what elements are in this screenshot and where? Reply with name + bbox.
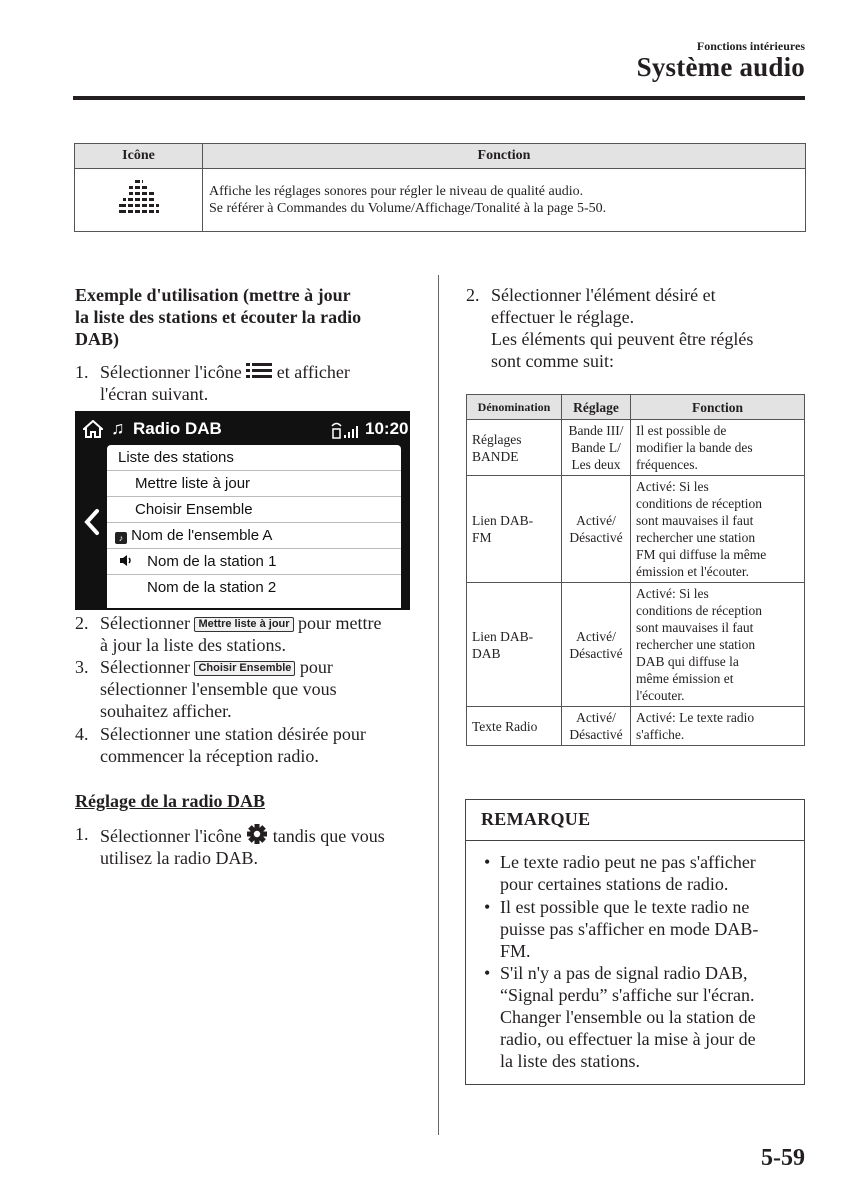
step-number: 4.	[75, 724, 89, 744]
choose-ensemble-button: Choisir Ensemble	[194, 661, 295, 676]
cell-name: Texte Radio	[467, 707, 562, 746]
example-heading-line3: DAB)	[75, 329, 119, 349]
list-icon	[246, 362, 272, 380]
remarque-bullet-3: • S'il n'y a pas de signal radio DAB, “Signal perdu” s'affiche sur l'écran. Changer l'ensemble ou la station de radio, ou effectuer la mise à jour de la liste des stations.	[484, 963, 756, 1071]
dab-step-1-text-b: tandis que vous	[272, 826, 385, 846]
screen-list-panel	[107, 445, 401, 608]
page-number: 5-59	[761, 1145, 805, 1171]
screen-title-bar	[75, 411, 410, 447]
step-number: 2.	[75, 613, 89, 633]
header-rule	[73, 96, 805, 100]
cell-name: Réglages BANDE	[467, 420, 562, 476]
right-step-2-line4: sont comme suit:	[491, 351, 614, 371]
step-3-text-c: sélectionner l'ensemble que vous	[100, 679, 337, 699]
cell-setting: Activé/ Désactivé	[562, 707, 631, 746]
column-divider	[438, 275, 439, 1135]
bullet-icon: •	[484, 897, 491, 917]
step-4	[75, 723, 420, 767]
step-number: 1.	[75, 824, 89, 844]
col-header-function: Fonction	[631, 395, 805, 420]
list-item-station-1[interactable]	[107, 549, 401, 575]
icon-function-table	[74, 143, 806, 232]
step-2-text-b: pour mettre	[298, 613, 382, 633]
remarque-bullet-1: • Le texte radio peut ne pas s'afficher pour certaines stations de radio.	[484, 852, 756, 894]
table-row	[467, 476, 805, 583]
right-step-2-line1: Sélectionner l'élément désiré et	[491, 285, 716, 305]
table-row	[467, 707, 805, 746]
icon-description-line1: Affiche les réglages sonores pour régler le niveau de qualité audio.	[209, 184, 584, 199]
cell-function: Activé: Le texte radio s'affiche.	[631, 707, 805, 746]
step-2-text: Sélectionner	[100, 613, 190, 633]
col-header-name: Dénomination	[467, 395, 562, 420]
cell-function: Activé: Si les conditions de réception sont mauvaises il faut rechercher une station FM qui diffuse la même émission et l'écouter.	[631, 476, 805, 583]
example-heading	[75, 284, 361, 350]
example-heading-line2: la liste des stations et écouter la radio	[75, 307, 362, 327]
remarque-header	[466, 800, 804, 841]
step-3-text-b: pour	[299, 657, 333, 677]
ensemble-icon: ♪	[115, 532, 127, 544]
step-1-text-b: et afficher	[276, 362, 350, 382]
screen-time: 10:20	[365, 419, 409, 438]
icon-cell	[75, 169, 203, 232]
icon-description-line2: Se référer à Commandes du Volume/Affichage/Tonalité à la page 5-50.	[209, 201, 607, 216]
step-number: 1.	[75, 362, 89, 382]
dab-step-1-text-c: utilisez la radio DAB.	[100, 848, 258, 868]
dab-settings-heading: Réglage de la radio DAB	[75, 791, 265, 811]
table-row	[467, 583, 805, 707]
cell-setting: Activé/ Désactivé	[562, 583, 631, 707]
col-header-icon: Icône	[75, 144, 203, 169]
right-step-2-line3: Les éléments qui peuvent être réglés	[491, 329, 754, 349]
home-icon[interactable]	[83, 420, 103, 438]
dab-step-1	[75, 823, 420, 869]
cell-name: Lien DAB- FM	[467, 476, 562, 583]
example-heading-line1: Exemple d'utilisation (mettre à jour	[75, 285, 351, 305]
icon-description	[203, 169, 806, 232]
right-step-2	[466, 284, 806, 372]
speaker-icon	[119, 554, 135, 567]
equalizer-icon	[115, 178, 163, 218]
station-1-label: Nom de la station 1	[147, 553, 277, 570]
col-header-setting: Réglage	[562, 395, 631, 420]
table-row	[467, 420, 805, 476]
cell-setting: Activé/ Désactivé	[562, 476, 631, 583]
radio-dab-screen	[75, 411, 410, 610]
cell-function: Activé: Si les conditions de réception sont mauvaises il faut rechercher une station DAB qui diffuse la même émission et l'écouter.	[631, 583, 805, 707]
dab-step-1-text: Sélectionner l'icône	[100, 826, 242, 846]
section-header: Fonctions intérieures	[696, 39, 805, 53]
step-2-text-c: à jour la liste des stations.	[100, 635, 286, 655]
cell-function: Il est possible de modifier la bande des fréquences.	[631, 420, 805, 476]
step-1-text: Sélectionner l'icône	[100, 362, 242, 382]
step-number: 3.	[75, 657, 89, 677]
update-list-button: Mettre liste à jour	[194, 617, 293, 632]
remarque-title: REMARQUE	[481, 809, 591, 829]
list-item-station-list[interactable]: Liste des stations	[107, 445, 401, 471]
screen-title: Radio DAB	[133, 419, 222, 438]
music-note-icon: ♫	[111, 418, 125, 438]
back-arrow-icon[interactable]	[79, 507, 105, 537]
list-item-station-2[interactable]: Nom de la station 2	[147, 579, 277, 596]
step-4-text-b: commencer la réception radio.	[100, 746, 319, 766]
remarque-box	[465, 799, 805, 1085]
remarque-bullet-2: • Il est possible que le texte radio ne puisse pas s'afficher en mode DAB- FM.	[484, 897, 759, 961]
bullet-icon: •	[484, 963, 491, 983]
dab-settings-table	[466, 394, 805, 746]
cell-setting: Bande III/ Bande L/ Les deux	[562, 420, 631, 476]
step-1-text-c: l'écran suivant.	[100, 384, 209, 404]
step-4-text: Sélectionner une station désirée pour	[100, 724, 366, 744]
step-number: 2.	[466, 285, 480, 305]
list-item-update-list[interactable]: Mettre liste à jour	[107, 471, 401, 497]
ensemble-label: Nom de l'ensemble A	[131, 527, 273, 544]
step-3	[75, 656, 420, 722]
signal-icon	[331, 421, 361, 439]
step-1	[75, 361, 415, 405]
list-item-ensemble[interactable]	[107, 523, 401, 549]
page-title: Système audio	[636, 52, 805, 82]
bullet-icon: •	[484, 852, 491, 872]
col-header-function: Fonction	[203, 144, 806, 169]
right-step-2-line2: effectuer le réglage.	[491, 307, 635, 327]
step-3-text-d: souhaitez afficher.	[100, 701, 232, 721]
step-3-text: Sélectionner	[100, 657, 190, 677]
step-2	[75, 612, 420, 656]
gear-icon	[246, 823, 268, 845]
list-item-choose-ensemble[interactable]: Choisir Ensemble	[107, 497, 401, 523]
cell-name: Lien DAB- DAB	[467, 583, 562, 707]
